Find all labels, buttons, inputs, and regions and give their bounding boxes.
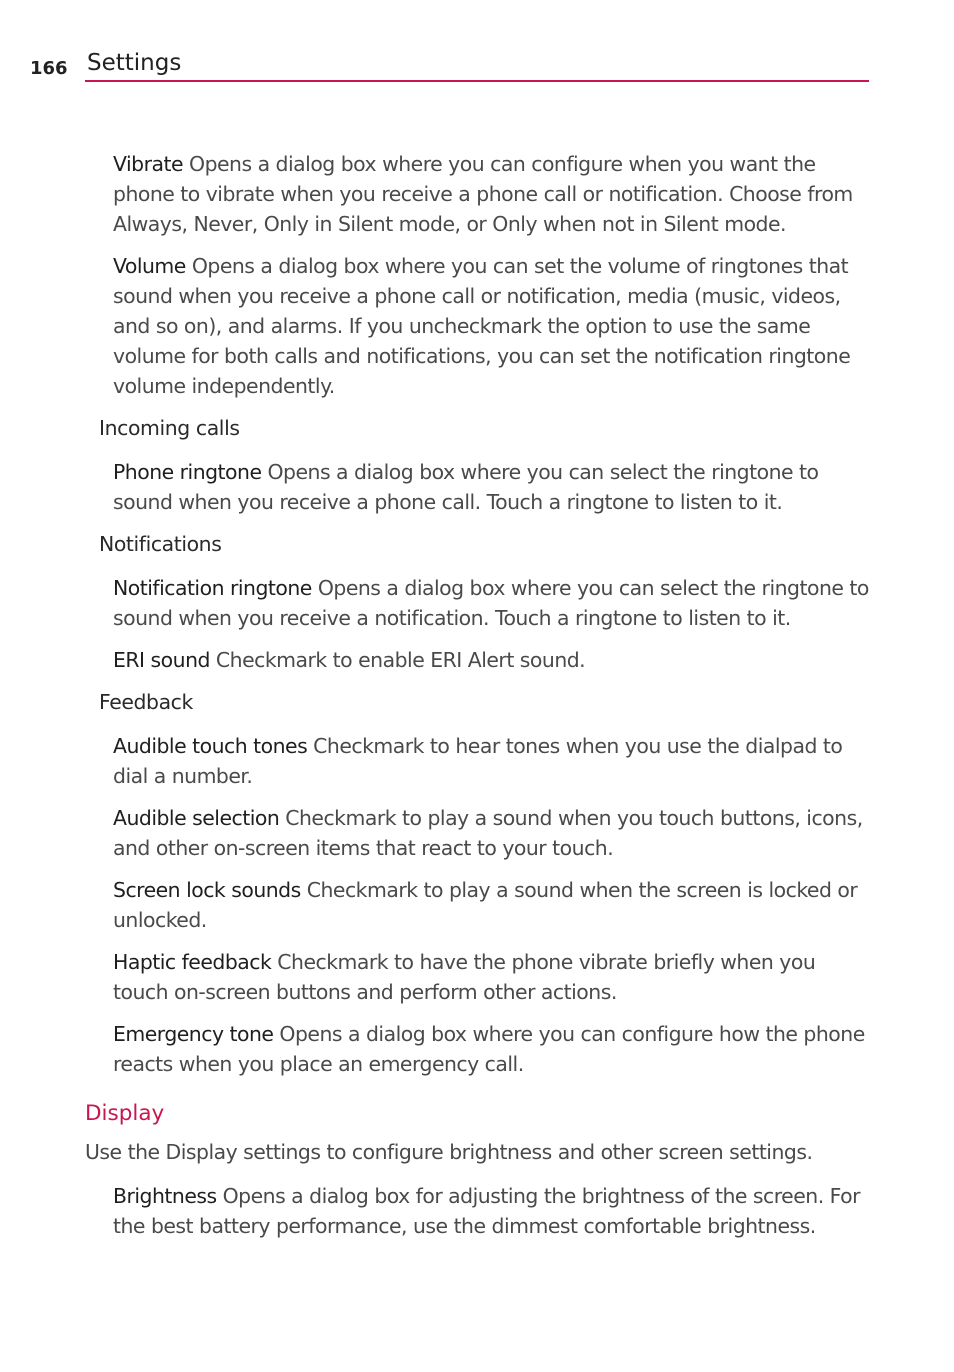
display-heading: Display [85, 1101, 165, 1126]
entry-term: Phone ringtone [113, 460, 262, 484]
entry-text: Opens a dialog box for adjusting the brightness of the screen. For the best battery performance, use the dimmest comfortable brightness. [113, 1184, 861, 1238]
entry-term: Volume [113, 254, 186, 278]
entry-volume [113, 251, 873, 401]
entry-term: Screen lock sounds [113, 878, 301, 902]
entry-haptic-feedback [113, 947, 873, 1007]
entry-term: Vibrate [113, 152, 184, 176]
page-content [0, 149, 954, 1253]
entry-text: Opens a dialog box where you can configure when you want the phone to vibrate when you receive a phone call or notification. Choose from Always, Never, Only in Silent mode, or Only when not in Silent mode. [113, 152, 853, 236]
entry-term: Notification ringtone [113, 576, 312, 600]
entry-phone-ringtone [113, 457, 873, 517]
subheading-notifications: Notifications [99, 532, 222, 556]
header-rule [85, 80, 869, 82]
entry-screen-lock-sounds [113, 875, 873, 935]
subheading-incoming-calls: Incoming calls [99, 416, 240, 440]
entry-audible-selection [113, 803, 873, 863]
entry-audible-touch-tones [113, 731, 873, 791]
entry-text: Checkmark to enable ERI Alert sound. [215, 648, 586, 672]
page-number: 166 [30, 58, 68, 79]
entry-text: Checkmark to have the phone vibrate briefly when you touch on-screen buttons and perform other actions. [113, 950, 816, 1004]
entry-term: Audible touch tones [113, 734, 308, 758]
entry-text: Checkmark to play a sound when the screen is locked or unlocked. [113, 878, 858, 932]
subheading-feedback: Feedback [99, 690, 193, 714]
entry-text: Checkmark to hear tones when you use the dialpad to dial a number. [113, 734, 843, 788]
entry-term: ERI sound [113, 648, 210, 672]
entry-text: Opens a dialog box where you can select the ringtone to sound when you receive a notification. Touch a ringtone to listen to it. [113, 576, 869, 630]
entry-text: Opens a dialog box where you can select the ringtone to sound when you receive a phone call. Touch a ringtone to listen to it. [113, 460, 819, 514]
entry-eri-sound [113, 645, 873, 675]
section-title: Settings [87, 50, 182, 76]
entry-term: Emergency tone [113, 1022, 274, 1046]
entry-vibrate [113, 149, 873, 239]
entry-notification-ringtone [113, 573, 873, 633]
entry-text: Opens a dialog box where you can configure how the phone reacts when you place an emergency call. [113, 1022, 865, 1076]
entry-emergency-tone [113, 1019, 873, 1079]
entry-brightness [113, 1181, 873, 1241]
entry-text: Checkmark to play a sound when you touch buttons, icons, and other on-screen items that react to your touch. [113, 806, 863, 860]
entry-text: Opens a dialog box where you can set the volume of ringtones that sound when you receive a phone call or notification, media (music, videos, and so on), and alarms. If you uncheckmark the option to use the same volume for both calls and notifications, you can set the notification ringtone volume independently. [113, 254, 851, 398]
entry-term: Audible selection [113, 806, 280, 830]
display-intro: Use the Display settings to configure brightness and other screen settings. [85, 1140, 813, 1164]
entry-term: Brightness [113, 1184, 217, 1208]
entry-term: Haptic feedback [113, 950, 272, 974]
